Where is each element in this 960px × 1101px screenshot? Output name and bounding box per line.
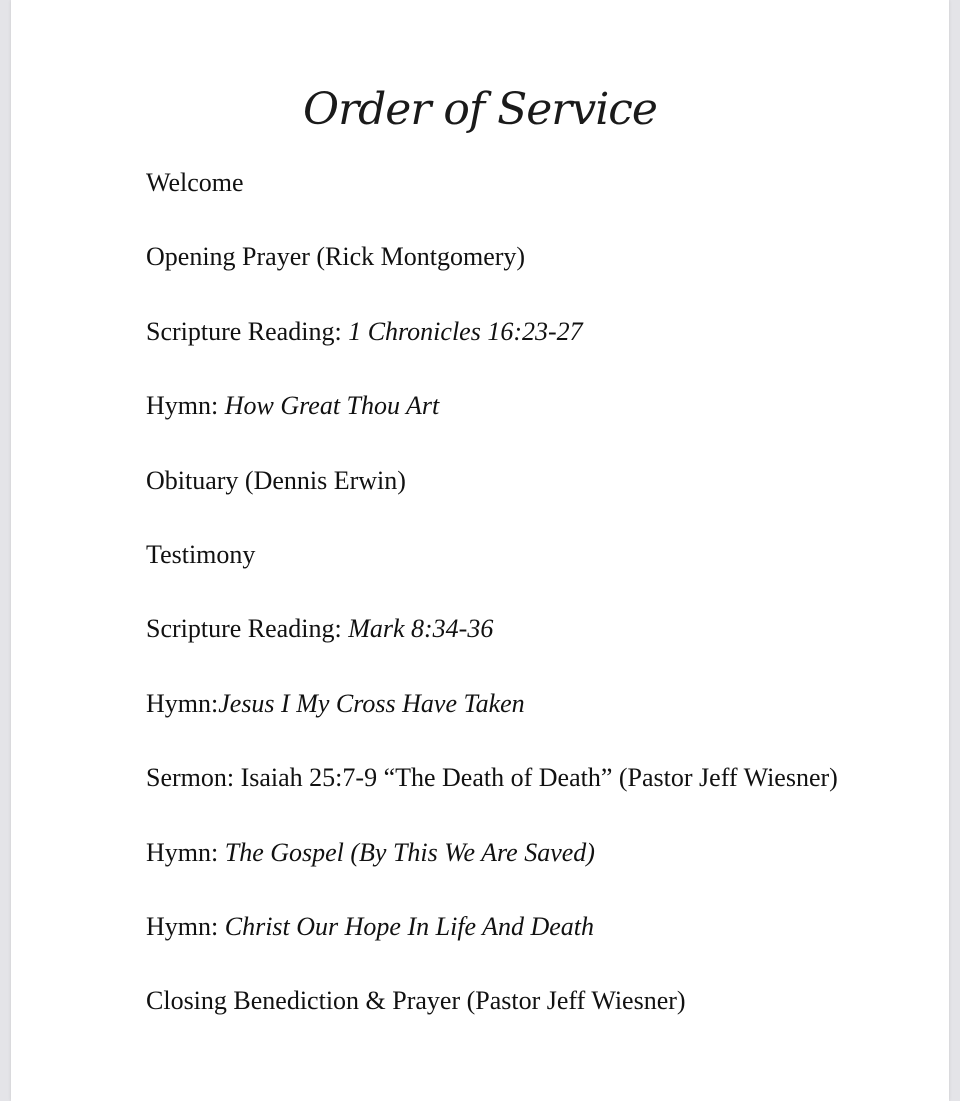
item-label: Testimony	[146, 539, 256, 569]
service-item	[146, 833, 838, 907]
item-label: Opening Prayer (Rick Montgomery)	[146, 242, 526, 272]
service-item	[146, 684, 838, 758]
item-detail: How Great Thou Art	[224, 391, 440, 421]
item-label: Obituary (Dennis Erwin)	[146, 465, 406, 495]
item-detail: The Gospel (By This We Are Saved)	[224, 837, 595, 867]
item-detail: Mark 8:34-36	[348, 614, 494, 644]
item-label: Welcome	[146, 168, 244, 197]
item-label: Sermon: Isaiah 25:7-9 “The Death of Death” (Pastor Jeff Wiesner)	[146, 763, 838, 793]
service-item	[146, 163, 838, 237]
service-item	[146, 237, 838, 311]
service-item	[146, 535, 838, 609]
service-order-list	[146, 163, 838, 1056]
item-detail: Christ Our Hope In Life And Death	[224, 911, 595, 941]
service-item	[146, 609, 838, 683]
service-item	[146, 981, 838, 1055]
item-label: Scripture Reading:	[146, 614, 349, 644]
item-label: Closing Benediction & Prayer (Pastor Jeff Wiesner)	[146, 986, 686, 1016]
item-detail: 1 Chronicles 16:23-27	[348, 316, 583, 346]
service-item	[146, 312, 838, 386]
item-label: Hymn:	[146, 837, 225, 867]
document-page	[11, 0, 949, 1101]
page-title: Order of Service	[303, 84, 657, 135]
service-item	[146, 386, 838, 460]
item-detail: Jesus I My Cross Have Taken	[218, 688, 525, 718]
item-label: Hymn:	[146, 688, 219, 718]
item-label: Scripture Reading:	[146, 316, 349, 346]
item-label: Hymn:	[146, 911, 225, 941]
item-label: Hymn:	[146, 391, 225, 421]
service-item	[146, 758, 838, 832]
service-item	[146, 907, 838, 981]
service-item	[146, 461, 838, 535]
